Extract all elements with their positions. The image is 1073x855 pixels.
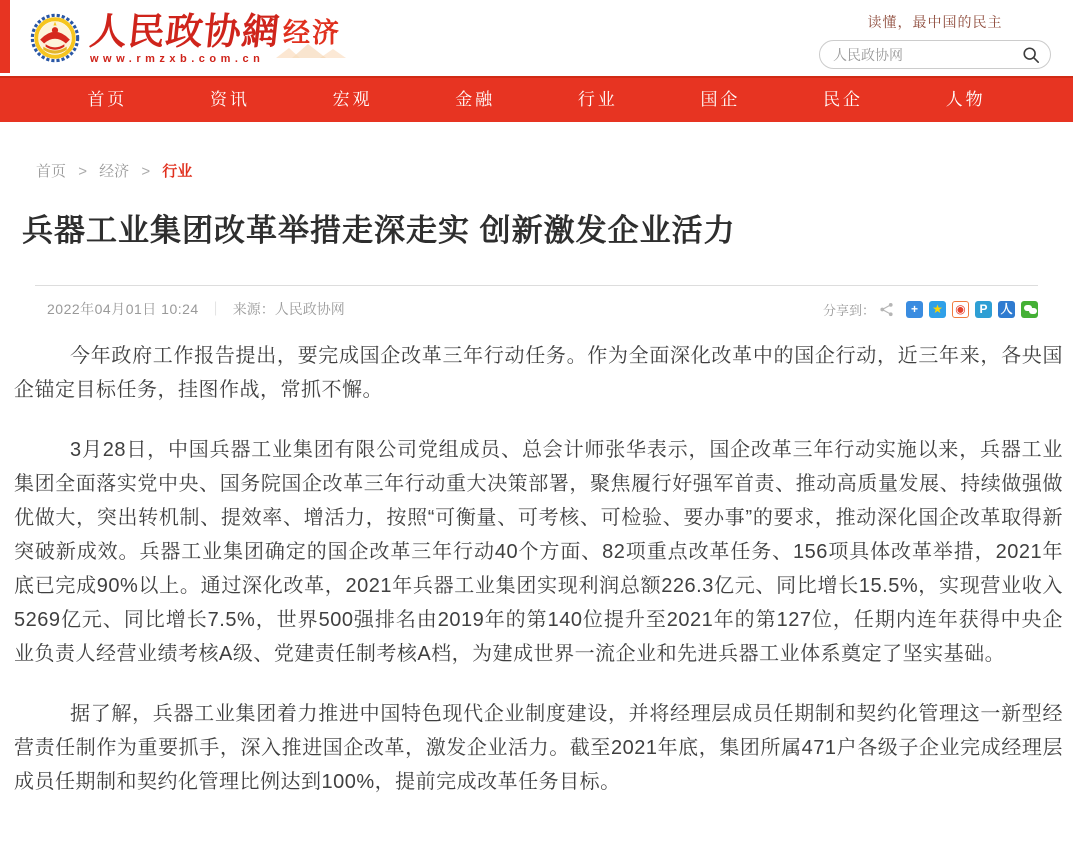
nav-item-people[interactable]: 人物 bbox=[945, 90, 986, 109]
site-tagline: 读懂，最中国的民主 bbox=[867, 14, 1003, 30]
corner-red-strip bbox=[0, 0, 10, 73]
search-button[interactable] bbox=[1022, 46, 1040, 64]
site-header bbox=[0, 0, 1073, 76]
section-badge[interactable] bbox=[276, 18, 348, 58]
nav-item-industry[interactable]: 行业 bbox=[577, 90, 618, 109]
renren-icon[interactable]: 人 bbox=[998, 301, 1015, 318]
mountain-graphic bbox=[276, 44, 348, 58]
article-meta-row bbox=[0, 299, 1073, 319]
sina-weibo-icon[interactable]: ◉ bbox=[952, 301, 969, 318]
nav-item-finance[interactable]: 金融 bbox=[455, 90, 496, 109]
article-source: 来源：人民政协网 bbox=[232, 301, 345, 317]
breadcrumb-separator: > bbox=[78, 163, 87, 180]
article-paragraph: 今年政府工作报告提出，要完成国企改革三年行动任务。作为全面深化改革中的国企行动，近三年来，各央国企锚定目标任务，挂图作战，常抓不懈。 bbox=[14, 345, 1063, 401]
divider-line bbox=[35, 285, 1038, 286]
search-input[interactable] bbox=[833, 47, 1022, 63]
search-box bbox=[819, 40, 1051, 69]
article-title: 兵器工业集团改革举措走深走实 创新激发企业活力 bbox=[22, 213, 736, 248]
logo-text-block bbox=[87, 9, 283, 65]
article-body bbox=[0, 339, 1073, 855]
breadcrumb-economy[interactable]: 经济 bbox=[99, 163, 130, 180]
article-paragraph: 据了解，兵器工业集团着力推进中国特色现代企业制度建设，并将经理层成员任期制和契约化管理这一新型经营责任制作为重要抓手，深入推进国企改革，激发企业活力。截至2021年底，集团所属471户各级子企业完成经理层成员任期制和契约化管理比例达到100%，提前完成改革任务目标。 bbox=[14, 703, 1063, 793]
pengyou-icon[interactable]: P bbox=[975, 301, 992, 318]
qzone-icon[interactable]: ★ bbox=[929, 301, 946, 318]
wechat-icon[interactable] bbox=[1021, 301, 1038, 318]
nav-item-news[interactable]: 资讯 bbox=[209, 90, 250, 109]
meta-separator: ｜ bbox=[208, 301, 223, 317]
breadcrumb-separator: > bbox=[141, 163, 151, 180]
share-label: 分享到： bbox=[822, 302, 875, 318]
cppcc-emblem-icon bbox=[30, 13, 80, 63]
article-paragraph: 3月28日，中国兵器工业集团有限公司党组成员、总会计师张华表示，国企改革三年行动实施以来，兵器工业集团全面落实党中央、国务院国企改革三年行动重大决策部署，聚焦履行好强军首责、推动高质量发展、持续做强做优做大，突出转机制、提效率、增活力，按照“可衡量、可考核、可检验、要办事”的要求，推动深化国企改革取得新突破新成效。兵器工业集团确定的国企改革三年行动40个方面、82项重点改革任务、156项具体改革举措，2021年底已完成90%以上。通过深化改革，2021年兵器工业集团实现利润总额226.3亿元、同比增长15.5%，实现营业收入5269亿元、同比增长7.5%，世界500强排名由2019年的第140位提升至2021年的第127位，任期内连年获得中央企业负责人经营业绩考核A级、党建责任制考核A档，为建成世界一流企业和先进兵器工业体系奠定了坚实基础。 bbox=[14, 439, 1063, 665]
search-icon bbox=[1022, 46, 1040, 64]
nav-item-private[interactable]: 民企 bbox=[823, 90, 864, 109]
more-share-icon[interactable]: + bbox=[906, 301, 923, 318]
site-url: www.rmzxb.com.cn bbox=[90, 53, 265, 65]
nav-item-home[interactable]: 首页 bbox=[87, 90, 128, 109]
share-icon[interactable] bbox=[879, 302, 894, 317]
share-bar bbox=[823, 300, 1038, 319]
breadcrumb-home[interactable]: 首页 bbox=[36, 163, 67, 180]
header-right bbox=[819, 12, 1051, 69]
publish-date: 2022年04月01日 10:24 bbox=[47, 301, 199, 317]
nav-item-soe[interactable]: 国企 bbox=[700, 90, 741, 109]
site-name: 人民政协網 bbox=[87, 9, 283, 53]
breadcrumb-industry-current[interactable]: 行业 bbox=[162, 163, 193, 180]
main-nav bbox=[0, 76, 1073, 122]
nav-item-macro[interactable]: 宏观 bbox=[332, 90, 373, 109]
section-label: 经济 bbox=[283, 18, 341, 48]
site-logo[interactable] bbox=[30, 9, 283, 65]
breadcrumb bbox=[36, 160, 1073, 181]
